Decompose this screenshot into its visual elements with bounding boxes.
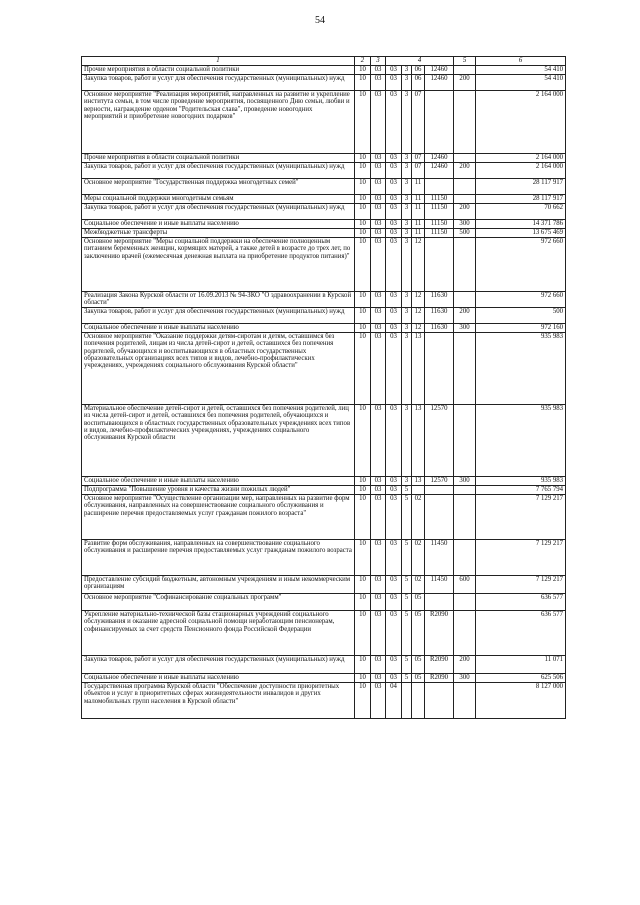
row-event-code: 02 bbox=[412, 495, 425, 540]
row-name: Социальное обеспечение и иные выплаты населению bbox=[82, 674, 355, 683]
row-expense-type bbox=[454, 179, 476, 195]
row-expense-type bbox=[454, 91, 476, 154]
table-row bbox=[82, 540, 566, 576]
row-program-code: 03 bbox=[386, 486, 402, 495]
row-event-code: 07 bbox=[412, 163, 425, 179]
row-razdel: 10 bbox=[355, 66, 371, 75]
row-name: Закупка товаров, работ и услуг для обеспечения государственных (муниципальных) нужд bbox=[82, 75, 355, 91]
row-name: Закупка товаров, работ и услуг для обеспечения государственных (муниципальных) нужд bbox=[82, 308, 355, 324]
row-subprogram-code: 5 bbox=[402, 486, 412, 495]
row-podrazdel: 03 bbox=[371, 683, 386, 719]
row-event-code bbox=[412, 683, 425, 719]
row-direction-code: 12460 bbox=[425, 163, 454, 179]
row-direction-code bbox=[425, 179, 454, 195]
row-amount: 935 983 bbox=[476, 477, 566, 486]
row-direction-code bbox=[425, 594, 454, 611]
row-direction-code: 12460 bbox=[425, 75, 454, 91]
row-amount: 70 662 bbox=[476, 204, 566, 220]
table-row bbox=[82, 229, 566, 238]
row-program-code: 03 bbox=[386, 405, 402, 477]
row-event-code: 11 bbox=[412, 179, 425, 195]
row-program-code: 03 bbox=[386, 576, 402, 594]
row-podrazdel: 03 bbox=[371, 324, 386, 333]
table-row bbox=[82, 656, 566, 674]
row-expense-type bbox=[454, 540, 476, 576]
row-name: Основное мероприятие "Осуществление организации мер, направленных на развитие форм обслуживания, направленных на совершенствование социального обслуживания и расширение перечня предоставляемых услуг гражданам пожилого возраста" bbox=[82, 495, 355, 540]
row-subprogram-code: 5 bbox=[402, 594, 412, 611]
row-subprogram-code: 3 bbox=[402, 195, 412, 204]
table-row bbox=[82, 594, 566, 611]
row-expense-type bbox=[454, 195, 476, 204]
row-program-code: 03 bbox=[386, 477, 402, 486]
row-expense-type: 200 bbox=[454, 75, 476, 91]
row-program-code: 03 bbox=[386, 656, 402, 674]
row-subprogram-code: 5 bbox=[402, 540, 412, 576]
row-podrazdel: 03 bbox=[371, 495, 386, 540]
table-row bbox=[82, 674, 566, 683]
row-name: Прочие мероприятия в области социальной политики bbox=[82, 66, 355, 75]
row-direction-code: 12570 bbox=[425, 405, 454, 477]
row-program-code: 03 bbox=[386, 154, 402, 163]
row-expense-type bbox=[454, 495, 476, 540]
row-name: Основное мероприятие "Оказание поддержки детям-сиротам и детям, оставшимся без попечения родителей, лицам из числа детей-сирот и детей, оставшихся без попечения родителей, обучающихся и воспитывающихся в областных государственных образовательных организациях всех типов и видов, лечебно-профилактических учреждениях, учреждениях социального обслуживания Курской области" bbox=[82, 333, 355, 405]
row-direction-code: R2090 bbox=[425, 674, 454, 683]
row-name: Прочие мероприятия в области социальной политики bbox=[82, 154, 355, 163]
table-body bbox=[82, 66, 566, 719]
row-expense-type bbox=[454, 238, 476, 292]
row-razdel: 10 bbox=[355, 229, 371, 238]
row-name: Закупка товаров, работ и услуг для обеспечения государственных (муниципальных) нужд bbox=[82, 204, 355, 220]
row-podrazdel: 03 bbox=[371, 576, 386, 594]
row-expense-type bbox=[454, 486, 476, 495]
row-program-code: 03 bbox=[386, 540, 402, 576]
header-col-4: 4 bbox=[386, 57, 454, 66]
row-name: Межбюджетные трансферты bbox=[82, 229, 355, 238]
row-podrazdel: 03 bbox=[371, 486, 386, 495]
row-name: Основное мероприятие "Государственная поддержка многодетных семей" bbox=[82, 179, 355, 195]
row-name: Меры социальной поддержки многодетным семьям bbox=[82, 195, 355, 204]
row-program-code: 03 bbox=[386, 292, 402, 308]
row-subprogram-code: 3 bbox=[402, 292, 412, 308]
row-name: Подпрограмма "Повышение уровня и качества жизни пожилых людей" bbox=[82, 486, 355, 495]
row-subprogram-code: 3 bbox=[402, 324, 412, 333]
row-amount: 11 071 bbox=[476, 656, 566, 674]
row-amount: 636 577 bbox=[476, 594, 566, 611]
page-number: 54 bbox=[315, 15, 325, 26]
row-name: Государственная программа Курской области "Обеспечение доступности приоритетных объектов и услуг в приоритетных сферах жизнедеятельности инвалидов и других маломобильных групп населения в Курской области" bbox=[82, 683, 355, 719]
row-razdel: 10 bbox=[355, 220, 371, 229]
row-program-code: 03 bbox=[386, 238, 402, 292]
row-event-code: 02 bbox=[412, 540, 425, 576]
row-direction-code: 11150 bbox=[425, 195, 454, 204]
row-event-code: 06 bbox=[412, 75, 425, 91]
table-row bbox=[82, 405, 566, 477]
row-program-code: 03 bbox=[386, 220, 402, 229]
row-razdel: 10 bbox=[355, 611, 371, 656]
row-direction-code: 11150 bbox=[425, 204, 454, 220]
row-amount: 28 117 917 bbox=[476, 179, 566, 195]
row-razdel: 10 bbox=[355, 238, 371, 292]
row-amount: 972 660 bbox=[476, 292, 566, 308]
row-podrazdel: 03 bbox=[371, 91, 386, 154]
table-row bbox=[82, 576, 566, 594]
row-event-code: 13 bbox=[412, 405, 425, 477]
row-event-code: 02 bbox=[412, 576, 425, 594]
row-razdel: 10 bbox=[355, 477, 371, 486]
row-razdel: 10 bbox=[355, 179, 371, 195]
row-amount: 7 129 217 bbox=[476, 540, 566, 576]
row-podrazdel: 03 bbox=[371, 292, 386, 308]
table-row bbox=[82, 486, 566, 495]
row-name: Социальное обеспечение и иные выплаты населению bbox=[82, 220, 355, 229]
row-direction-code bbox=[425, 486, 454, 495]
table-row bbox=[82, 220, 566, 229]
row-expense-type: 300 bbox=[454, 674, 476, 683]
row-razdel: 10 bbox=[355, 486, 371, 495]
row-name: Укрепление материально-технической базы стационарных учреждений социального обслуживания и оказание адресной социальной помощи неработающим пенсионерам, софинансируемых за счет средств Пенсионного фонда Российской Федерации bbox=[82, 611, 355, 656]
table-row bbox=[82, 495, 566, 540]
row-subprogram-code: 5 bbox=[402, 674, 412, 683]
table-row bbox=[82, 163, 566, 179]
row-podrazdel: 03 bbox=[371, 333, 386, 405]
row-direction-code bbox=[425, 333, 454, 405]
row-subprogram-code: 3 bbox=[402, 333, 412, 405]
row-event-code: 05 bbox=[412, 674, 425, 683]
table-row bbox=[82, 292, 566, 308]
row-subprogram-code: 3 bbox=[402, 204, 412, 220]
header-col-6: 6 bbox=[476, 57, 566, 66]
row-razdel: 10 bbox=[355, 154, 371, 163]
row-subprogram-code: 3 bbox=[402, 477, 412, 486]
row-program-code: 03 bbox=[386, 611, 402, 656]
row-program-code: 03 bbox=[386, 495, 402, 540]
row-expense-type: 600 bbox=[454, 576, 476, 594]
header-col-2: 2 bbox=[355, 57, 371, 66]
row-expense-type bbox=[454, 611, 476, 656]
row-podrazdel: 03 bbox=[371, 405, 386, 477]
row-razdel: 10 bbox=[355, 674, 371, 683]
row-name: Материальное обеспечение детей-сирот и детей, оставшихся без попечения родителей, лиц из числа детей-сирот и детей, оставшихся без попечения родителей, обучающихся и воспитывающихся в областных государственных образовательных учреждениях всех типов и видов, лечебно-профилактических учреждениях, учреждениях социального обслуживания Курской области bbox=[82, 405, 355, 477]
row-subprogram-code: 3 bbox=[402, 75, 412, 91]
row-event-code: 11 bbox=[412, 204, 425, 220]
row-expense-type: 200 bbox=[454, 163, 476, 179]
table-row bbox=[82, 683, 566, 719]
row-event-code: 13 bbox=[412, 333, 425, 405]
header-row bbox=[82, 57, 566, 66]
header-col-5: 5 bbox=[454, 57, 476, 66]
row-direction-code: 11630 bbox=[425, 292, 454, 308]
row-subprogram-code: 3 bbox=[402, 238, 412, 292]
row-program-code: 03 bbox=[386, 66, 402, 75]
row-direction-code: 11630 bbox=[425, 308, 454, 324]
row-program-code: 03 bbox=[386, 594, 402, 611]
row-podrazdel: 03 bbox=[371, 656, 386, 674]
row-razdel: 10 bbox=[355, 292, 371, 308]
table-row bbox=[82, 195, 566, 204]
row-amount: 54 410 bbox=[476, 66, 566, 75]
row-event-code: 05 bbox=[412, 611, 425, 656]
row-program-code: 03 bbox=[386, 204, 402, 220]
row-razdel: 10 bbox=[355, 308, 371, 324]
table-row bbox=[82, 75, 566, 91]
table-row bbox=[82, 477, 566, 486]
row-podrazdel: 03 bbox=[371, 674, 386, 683]
row-direction-code: 11450 bbox=[425, 576, 454, 594]
row-razdel: 10 bbox=[355, 75, 371, 91]
row-event-code: 12 bbox=[412, 292, 425, 308]
table-row bbox=[82, 204, 566, 220]
row-program-code: 03 bbox=[386, 75, 402, 91]
table-row bbox=[82, 154, 566, 163]
row-direction-code: 11150 bbox=[425, 220, 454, 229]
row-direction-code: R2090 bbox=[425, 656, 454, 674]
row-subprogram-code: 3 bbox=[402, 163, 412, 179]
row-expense-type bbox=[454, 66, 476, 75]
row-name: Социальное обеспечение и иные выплаты населению bbox=[82, 477, 355, 486]
row-direction-code: 11450 bbox=[425, 540, 454, 576]
row-direction-code bbox=[425, 238, 454, 292]
row-subprogram-code: 5 bbox=[402, 611, 412, 656]
row-podrazdel: 03 bbox=[371, 66, 386, 75]
row-amount: 972 660 bbox=[476, 238, 566, 292]
row-amount: 28 117 917 bbox=[476, 195, 566, 204]
row-direction-code: R2090 bbox=[425, 611, 454, 656]
row-program-code: 03 bbox=[386, 229, 402, 238]
row-podrazdel: 03 bbox=[371, 477, 386, 486]
row-program-code: 03 bbox=[386, 91, 402, 154]
row-subprogram-code: 3 bbox=[402, 308, 412, 324]
row-expense-type: 200 bbox=[454, 656, 476, 674]
row-amount: 636 577 bbox=[476, 611, 566, 656]
row-expense-type: 300 bbox=[454, 477, 476, 486]
row-event-code: 06 bbox=[412, 66, 425, 75]
row-direction-code bbox=[425, 91, 454, 154]
row-direction-code: 12460 bbox=[425, 66, 454, 75]
budget-table bbox=[81, 56, 566, 719]
row-podrazdel: 03 bbox=[371, 594, 386, 611]
row-event-code: 05 bbox=[412, 594, 425, 611]
row-program-code: 04 bbox=[386, 683, 402, 719]
row-razdel: 10 bbox=[355, 495, 371, 540]
row-subprogram-code: 3 bbox=[402, 405, 412, 477]
row-program-code: 03 bbox=[386, 179, 402, 195]
row-program-code: 03 bbox=[386, 308, 402, 324]
row-subprogram-code: 3 bbox=[402, 220, 412, 229]
row-name: Закупка товаров, работ и услуг для обеспечения государственных (муниципальных) нужд bbox=[82, 656, 355, 674]
row-podrazdel: 03 bbox=[371, 179, 386, 195]
row-event-code bbox=[412, 486, 425, 495]
row-amount: 14 371 786 bbox=[476, 220, 566, 229]
row-name: Закупка товаров, работ и услуг для обеспечения государственных (муниципальных) нужд bbox=[82, 163, 355, 179]
row-expense-type: 200 bbox=[454, 204, 476, 220]
row-razdel: 10 bbox=[355, 576, 371, 594]
row-razdel: 10 bbox=[355, 656, 371, 674]
row-subprogram-code: 3 bbox=[402, 154, 412, 163]
row-podrazdel: 03 bbox=[371, 611, 386, 656]
row-event-code: 07 bbox=[412, 91, 425, 154]
row-amount: 935 983 bbox=[476, 333, 566, 405]
row-razdel: 10 bbox=[355, 91, 371, 154]
row-amount: 7 765 794 bbox=[476, 486, 566, 495]
row-program-code: 03 bbox=[386, 195, 402, 204]
row-amount: 935 983 bbox=[476, 405, 566, 477]
table-row bbox=[82, 238, 566, 292]
row-amount: 13 675 469 bbox=[476, 229, 566, 238]
row-podrazdel: 03 bbox=[371, 154, 386, 163]
table-row bbox=[82, 333, 566, 405]
row-expense-type: 200 bbox=[454, 308, 476, 324]
row-podrazdel: 03 bbox=[371, 308, 386, 324]
row-expense-type bbox=[454, 594, 476, 611]
row-podrazdel: 03 bbox=[371, 204, 386, 220]
row-name: Социальное обеспечение и иные выплаты населению bbox=[82, 324, 355, 333]
row-subprogram-code: 3 bbox=[402, 229, 412, 238]
row-podrazdel: 03 bbox=[371, 195, 386, 204]
row-direction-code: 11150 bbox=[425, 229, 454, 238]
row-podrazdel: 03 bbox=[371, 238, 386, 292]
row-amount: 625 506 bbox=[476, 674, 566, 683]
row-subprogram-code bbox=[402, 683, 412, 719]
row-expense-type: 500 bbox=[454, 229, 476, 238]
table-row bbox=[82, 324, 566, 333]
row-amount: 54 410 bbox=[476, 75, 566, 91]
row-podrazdel: 03 bbox=[371, 229, 386, 238]
row-event-code: 12 bbox=[412, 238, 425, 292]
row-razdel: 10 bbox=[355, 683, 371, 719]
row-name: Основное мероприятие "Софинансирование социальных программ" bbox=[82, 594, 355, 611]
table-row bbox=[82, 66, 566, 75]
row-event-code: 11 bbox=[412, 220, 425, 229]
table-row bbox=[82, 179, 566, 195]
row-subprogram-code: 3 bbox=[402, 179, 412, 195]
row-razdel: 10 bbox=[355, 594, 371, 611]
row-program-code: 03 bbox=[386, 163, 402, 179]
row-subprogram-code: 5 bbox=[402, 656, 412, 674]
row-name: Развитие форм обслуживания, направленных на совершенствование социального обслуживания и расширение перечня предоставляемых услуг гражданам пожилого возраста bbox=[82, 540, 355, 576]
row-program-code: 03 bbox=[386, 674, 402, 683]
row-direction-code: 11630 bbox=[425, 324, 454, 333]
table-row bbox=[82, 611, 566, 656]
row-razdel: 10 bbox=[355, 324, 371, 333]
row-razdel: 10 bbox=[355, 540, 371, 576]
row-program-code: 03 bbox=[386, 324, 402, 333]
row-amount: 500 bbox=[476, 308, 566, 324]
row-event-code: 13 bbox=[412, 477, 425, 486]
row-name: Реализация Закона Курской области от 16.09.2013 № 94-ЗКО "О здравоохранении в Курской области" bbox=[82, 292, 355, 308]
row-podrazdel: 03 bbox=[371, 75, 386, 91]
row-razdel: 10 bbox=[355, 204, 371, 220]
row-amount: 2 164 000 bbox=[476, 91, 566, 154]
row-subprogram-code: 5 bbox=[402, 495, 412, 540]
row-expense-type bbox=[454, 405, 476, 477]
row-amount: 2 164 000 bbox=[476, 154, 566, 163]
row-event-code: 05 bbox=[412, 656, 425, 674]
row-event-code: 12 bbox=[412, 308, 425, 324]
table-row bbox=[82, 91, 566, 154]
row-podrazdel: 03 bbox=[371, 163, 386, 179]
header-col-3: 3 bbox=[371, 57, 386, 66]
row-event-code: 07 bbox=[412, 154, 425, 163]
row-amount: 8 127 000 bbox=[476, 683, 566, 719]
header-col-1: 1 bbox=[82, 57, 355, 66]
row-expense-type bbox=[454, 154, 476, 163]
row-razdel: 10 bbox=[355, 163, 371, 179]
row-event-code: 11 bbox=[412, 229, 425, 238]
row-podrazdel: 03 bbox=[371, 220, 386, 229]
row-program-code: 03 bbox=[386, 333, 402, 405]
row-name: Предоставление субсидий бюджетным, автономным учреждениям и иным некоммерческим организациям bbox=[82, 576, 355, 594]
row-amount: 7 129 217 bbox=[476, 576, 566, 594]
row-podrazdel: 03 bbox=[371, 540, 386, 576]
row-direction-code: 12570 bbox=[425, 477, 454, 486]
row-expense-type bbox=[454, 333, 476, 405]
row-amount: 2 164 000 bbox=[476, 163, 566, 179]
row-subprogram-code: 3 bbox=[402, 91, 412, 154]
row-amount: 972 160 bbox=[476, 324, 566, 333]
row-name: Основное мероприятие "Меры социальной поддержки на обеспечение полноценным питанием беременных женщин, кормящих матерей, а также детей в возрасте до трех лет, по заключению врачей (ежемесячная денежная выплата на приобретение продуктов питания)" bbox=[82, 238, 355, 292]
row-event-code: 11 bbox=[412, 195, 425, 204]
row-razdel: 10 bbox=[355, 333, 371, 405]
row-direction-code bbox=[425, 683, 454, 719]
row-expense-type: 300 bbox=[454, 220, 476, 229]
row-expense-type: 300 bbox=[454, 324, 476, 333]
row-name: Основное мероприятие "Реализация мероприятий, направленных на развитие и укрепление института семьи, в том числе проведение мероприятия, посвященного Дню семьи, любви и верности, награждение орденом "Родительская слава", проведение новогодних мероприятий и приобретение новогодних подарков" bbox=[82, 91, 355, 154]
table-row bbox=[82, 308, 566, 324]
row-amount: 7 129 217 bbox=[476, 495, 566, 540]
row-expense-type bbox=[454, 292, 476, 308]
row-razdel: 10 bbox=[355, 405, 371, 477]
row-direction-code: 12460 bbox=[425, 154, 454, 163]
row-expense-type bbox=[454, 683, 476, 719]
row-subprogram-code: 5 bbox=[402, 576, 412, 594]
row-direction-code bbox=[425, 495, 454, 540]
row-event-code: 12 bbox=[412, 324, 425, 333]
row-razdel: 10 bbox=[355, 195, 371, 204]
row-subprogram-code: 3 bbox=[402, 66, 412, 75]
